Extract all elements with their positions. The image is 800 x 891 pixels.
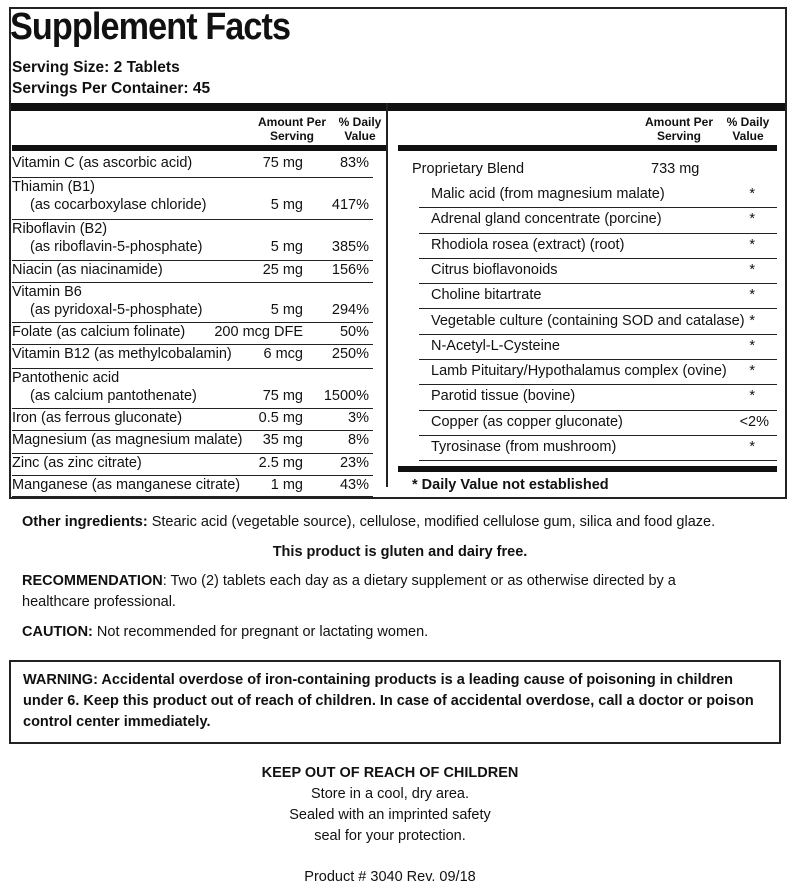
recommendation-label: RECOMMENDATION <box>22 573 163 589</box>
nutrient-daily-value: 1500% <box>323 388 369 404</box>
blend-ingredient-daily-value: * <box>749 186 755 202</box>
nutrient-daily-value: 385% <box>331 239 369 255</box>
blend-ingredient-name: Tyrosinase (from mushroom) <box>431 439 617 455</box>
left-header-bar <box>12 145 386 151</box>
nutrient-amount: 5 mg <box>270 197 303 213</box>
nutrient-row <box>12 177 373 220</box>
storage-line-3: seal for your protection. <box>314 828 466 844</box>
left-dv-header <box>334 115 386 143</box>
nutrient-row <box>12 453 373 476</box>
blend-ingredient-row <box>419 411 777 436</box>
blend-ingredient-name: N-Acetyl-L-Cysteine <box>431 337 560 354</box>
other-ingredients <box>22 512 715 533</box>
warning-line-2: under 6. Keep this product out of reach of children. In case of accidental overdose, call a doctor or poison <box>23 693 754 709</box>
other-ingredients-text: Stearic acid (vegetable source), cellulose, modified cellulose gum, silica and food glaze. <box>147 514 716 530</box>
caution <box>22 622 428 643</box>
caution-label: CAUTION: <box>22 624 93 640</box>
dv-header-line2: Value <box>344 129 376 143</box>
blend-ingredient-name: Rhodiola rosea (extract) (root) <box>431 236 625 253</box>
dv-header-line1: % Daily <box>338 115 382 129</box>
amount-header-line2: Serving <box>269 129 314 143</box>
column-divider <box>386 103 388 487</box>
blend-ingredient-row <box>419 310 777 335</box>
nutrient-row <box>12 153 373 178</box>
blend-ingredient-row <box>419 385 777 410</box>
nutrient-name: Vitamin C (as ascorbic acid) <box>12 155 193 171</box>
serving-size: Serving Size: 2 Tablets <box>12 59 180 76</box>
blend-ingredient-row <box>419 259 777 284</box>
blend-ingredient-daily-value: * <box>749 287 755 304</box>
nutrient-amount: 5 mg <box>270 239 303 255</box>
storage-line-1: Store in a cool, dry area. <box>311 786 469 802</box>
nutrient-daily-value: 250% <box>331 346 369 362</box>
warning-line-3: control center immediately. <box>23 714 211 730</box>
nutrient-daily-value: 417% <box>331 197 369 213</box>
nutrient-name: Pantothenic acid <box>12 370 120 386</box>
nutrient-amount: 75 mg <box>262 388 303 404</box>
nutrient-amount: 2.5 mg <box>258 455 303 471</box>
nutrient-row <box>12 475 373 497</box>
gluten-free-note: This product is gluten and dairy free. <box>272 544 528 560</box>
nutrient-daily-value: 8% <box>348 432 369 448</box>
product-code: Product # 3040 Rev. 09/18 <box>304 869 476 885</box>
blend-name: Proprietary Blend <box>412 161 525 177</box>
nutrient-name: Manganese (as manganese citrate) <box>12 477 241 493</box>
blend-ingredient-row <box>419 436 777 461</box>
blend-ingredient-daily-value: * <box>749 337 755 354</box>
blend-ingredient-name: Lamb Pituitary/Hypothalamus complex (ovine) <box>431 363 727 380</box>
dv-header-line2: Value <box>732 129 764 143</box>
nutrient-amount: 1 mg <box>270 477 303 493</box>
blend-ingredient-row <box>419 234 777 259</box>
right-header-bar <box>398 145 777 151</box>
blend-ingredient-daily-value: <2% <box>739 413 769 430</box>
nutrient-name: Thiamin (B1) <box>12 179 95 195</box>
nutrient-source: (as riboflavin-5-phosphate) <box>30 239 203 255</box>
nutrient-row <box>12 430 373 454</box>
blend-ingredient-daily-value: * <box>749 211 755 228</box>
nutrient-amount: 0.5 mg <box>258 410 303 426</box>
nutrient-source: (as calcium pantothenate) <box>30 388 197 404</box>
amount-header-line1: Amount Per <box>257 115 326 129</box>
nutrient-row <box>12 219 373 261</box>
blend-amount: 733 mg <box>651 161 700 177</box>
left-amount-header <box>252 115 332 143</box>
blend-ingredient-name: Copper (as copper gluconate) <box>431 413 623 430</box>
servings-per-container: Servings Per Container: 45 <box>12 80 211 97</box>
nutrient-name: Niacin (as niacinamide) <box>12 262 163 278</box>
blend-ingredient-daily-value: * <box>749 261 755 278</box>
nutrient-name: Vitamin B12 (as methylcobalamin) <box>12 346 232 362</box>
recommendation-text-1: : Two (2) tablets each day as a dietary supplement or as otherwise directed by a <box>162 573 676 589</box>
blend-ingredient-row <box>419 183 777 208</box>
warning-line-1: WARNING: Accidental overdose of iron-containing products is a leading cause of poisoning in children <box>23 672 734 688</box>
warning-box <box>9 660 781 744</box>
nutrient-name: Zinc (as zinc citrate) <box>12 455 142 471</box>
blend-ingredient-daily-value: * <box>749 236 755 253</box>
nutrient-source: (as cocarboxylase chloride) <box>30 197 207 213</box>
nutrient-name: Iron (as ferrous gluconate) <box>12 410 183 426</box>
recommendation-text-2: healthcare professional. <box>22 594 176 610</box>
top-divider-bar <box>11 103 785 111</box>
right-amount-header <box>639 115 719 143</box>
nutrient-row <box>12 408 373 431</box>
nutrient-amount: 6 mcg <box>263 346 303 362</box>
blend-ingredient-daily-value: * <box>749 363 755 380</box>
nutrient-amount: 75 mg <box>262 155 303 171</box>
nutrient-name: Vitamin B6 <box>12 284 82 300</box>
amount-header-line1: Amount Per <box>644 115 713 129</box>
nutrient-daily-value: 50% <box>339 324 369 340</box>
storage-line-2: Sealed with an imprinted safety <box>289 807 491 823</box>
nutrient-amount: 200 mcg DFE <box>214 324 303 340</box>
amount-header-line2: Serving <box>656 129 701 143</box>
keep-out-heading: KEEP OUT OF REACH OF CHILDREN <box>261 765 519 781</box>
blend-ingredient-name: Citrus bioflavonoids <box>431 261 558 278</box>
nutrient-source: (as pyridoxal-5-phosphate) <box>30 302 203 318</box>
blend-ingredient-row <box>419 208 777 233</box>
nutrient-amount: 5 mg <box>270 302 303 318</box>
right-bottom-bar <box>398 466 777 472</box>
blend-ingredient-daily-value: * <box>749 439 755 455</box>
blend-ingredient-name: Choline bitartrate <box>431 287 542 304</box>
nutrient-row <box>12 322 373 345</box>
nutrient-amount: 35 mg <box>262 432 303 448</box>
nutrient-name: Magnesium (as magnesium malate) <box>12 432 243 448</box>
caution-text: Not recommended for pregnant or lactating women. <box>92 624 429 640</box>
blend-ingredient-row <box>419 360 777 385</box>
nutrient-daily-value: 23% <box>339 455 369 471</box>
blend-ingredient-daily-value: * <box>749 388 755 405</box>
nutrient-name: Folate (as calcium folinate) <box>12 324 186 340</box>
recommendation <box>22 571 676 613</box>
dv-header-line1: % Daily <box>726 115 770 129</box>
nutrient-row <box>12 368 373 409</box>
blend-ingredient-name: Vegetable culture (containing SOD and catalase) <box>431 312 745 329</box>
nutrient-row <box>12 260 373 283</box>
other-ingredients-label: Other ingredients: <box>22 514 148 530</box>
blend-ingredient-daily-value: * <box>749 312 755 329</box>
nutrient-daily-value: 156% <box>331 262 369 278</box>
panel-title: Supplement Facts <box>10 6 291 48</box>
blend-ingredient-name: Malic acid (from magnesium malate) <box>431 186 665 202</box>
blend-ingredient-name: Parotid tissue (bovine) <box>431 388 576 405</box>
nutrient-daily-value: 294% <box>331 302 369 318</box>
nutrient-row <box>12 282 373 323</box>
nutrient-row <box>12 344 373 369</box>
nutrient-daily-value: 83% <box>339 155 369 171</box>
nutrient-daily-value: 43% <box>339 477 369 493</box>
dv-footnote: * Daily Value not established <box>412 477 609 493</box>
blend-ingredient-name: Adrenal gland concentrate (porcine) <box>431 211 662 228</box>
nutrient-daily-value: 3% <box>348 410 369 426</box>
nutrient-amount: 25 mg <box>262 262 303 278</box>
right-dv-header <box>720 115 776 143</box>
blend-ingredient-row <box>419 335 777 360</box>
nutrient-name: Riboflavin (B2) <box>12 221 108 237</box>
blend-ingredient-row <box>419 284 777 309</box>
